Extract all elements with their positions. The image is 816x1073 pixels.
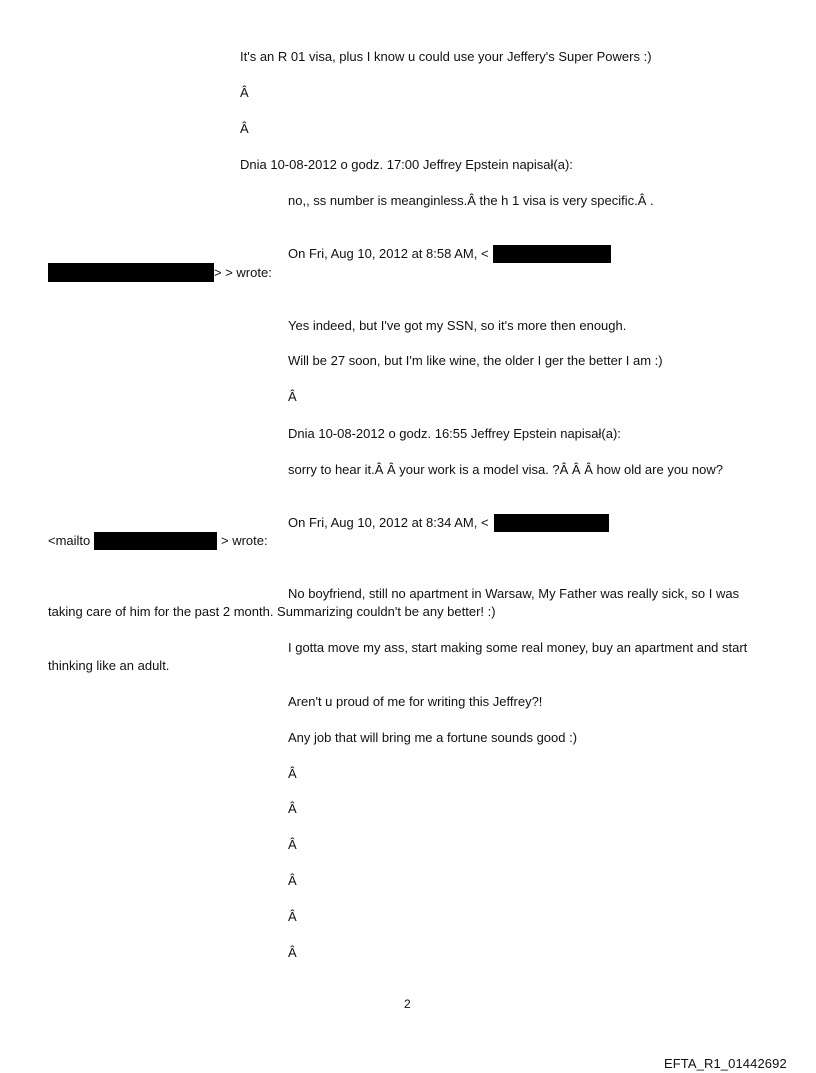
document-id: EFTA_R1_01442692 bbox=[664, 1056, 787, 1071]
message-line: Any job that will bring me a fortune sounds good :) bbox=[288, 730, 578, 745]
message-line: It's an R 01 visa, plus I know u could use your Jeffery's Super Powers :) bbox=[240, 49, 652, 64]
message-line: Â bbox=[288, 909, 297, 924]
message-line: Â bbox=[240, 85, 249, 100]
redaction-box bbox=[48, 263, 214, 282]
message-line: No boyfriend, still no apartment in Warsaw, My Father was really sick, so I was bbox=[288, 586, 740, 601]
quote-attribution: > wrote: bbox=[221, 533, 268, 548]
message-line: taking care of him for the past 2 month. Summarizing couldn't be any better! :) bbox=[48, 604, 496, 619]
message-line: sorry to hear it.Â Â your work is a model visa. ?Â Â Â how old are you now? bbox=[288, 462, 723, 477]
message-line: Â bbox=[288, 837, 297, 852]
message-line: Aren't u proud of me for writing this Jeffrey?! bbox=[288, 694, 543, 709]
message-line: Â bbox=[288, 801, 297, 816]
message-line: I gotta move my ass, start making some real money, buy an apartment and start bbox=[288, 640, 748, 655]
redaction-box bbox=[494, 514, 609, 532]
mailto-label: <mailto bbox=[48, 533, 91, 548]
message-line: Â bbox=[288, 945, 297, 960]
redaction-box bbox=[94, 532, 217, 550]
quote-header: Dnia 10-08-2012 o godz. 16:55 Jeffrey Epstein napisał(a): bbox=[288, 426, 621, 441]
message-line: Â bbox=[288, 873, 297, 888]
message-line: thinking like an adult. bbox=[48, 658, 170, 673]
message-line: Will be 27 soon, but I'm like wine, the older I ger the better I am :) bbox=[288, 353, 663, 368]
quote-attribution: > > wrote: bbox=[214, 265, 272, 280]
page-number: 2 bbox=[404, 997, 411, 1011]
message-line: no,, ss number is meanginless.Â the h 1 visa is very specific.Â . bbox=[288, 193, 654, 208]
quote-attribution: On Fri, Aug 10, 2012 at 8:58 AM, < bbox=[288, 246, 489, 261]
redaction-box bbox=[493, 245, 611, 263]
quote-header: Dnia 10-08-2012 o godz. 17:00 Jeffrey Epstein napisał(a): bbox=[240, 157, 573, 172]
message-line: Â bbox=[240, 121, 249, 136]
quote-attribution: On Fri, Aug 10, 2012 at 8:34 AM, < bbox=[288, 515, 489, 530]
message-line: Yes indeed, but I've got my SSN, so it's more then enough. bbox=[288, 318, 627, 333]
message-line: Â bbox=[288, 766, 297, 781]
message-line: Â bbox=[288, 389, 297, 404]
